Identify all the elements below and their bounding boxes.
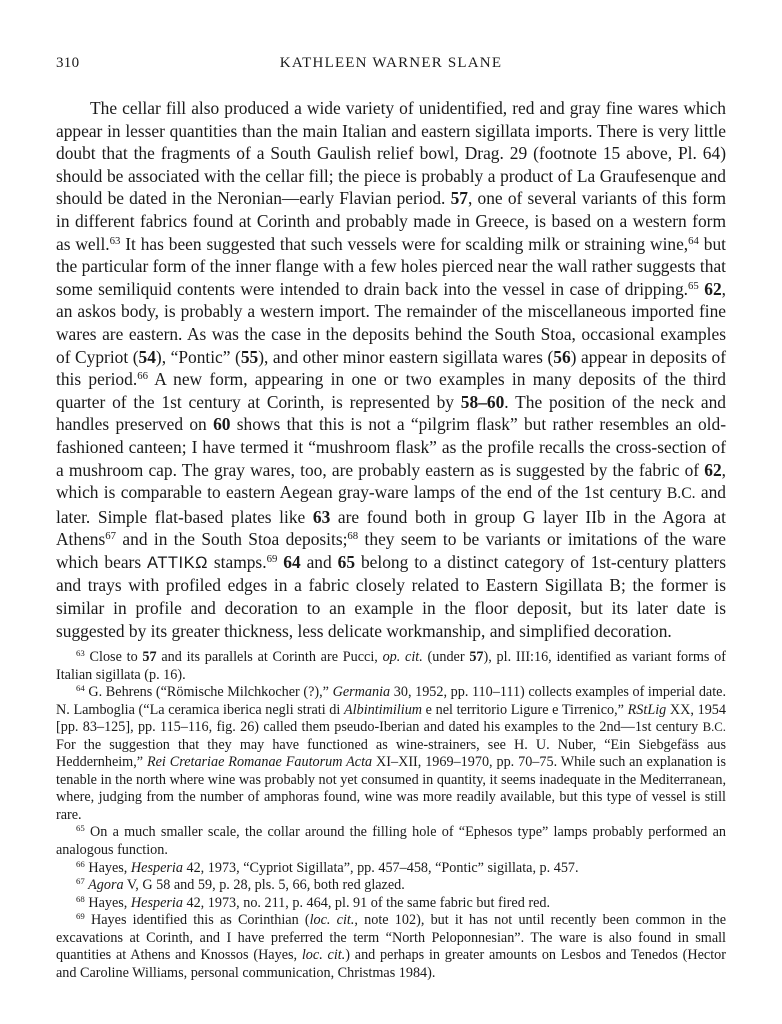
footnote-69: $^{69}$ Hayes identified this as Corinthian (loc. cit., note 102), but it has not until recently been common in the excavations at Corinth, and I have preferred the term “North Peloponnesian”. The ware is also found in small quantities at Athens and Knossos (Hayes, loc. cit.) and perhaps in greater amounts on Lesbos and Tenedos (Hector and Caroline Williams, personal communication, Christmas 1984). — [56, 911, 726, 981]
catalogue-ref: 63 — [312, 506, 331, 527]
footnote-64: $^{64}$ G. Behrens (“Römische Milchkocher (?),” Germania 30, 1952, pp. 110–111) collects examples of imperial date. N. Lamboglia (“La ceramica iberica negli strati di Albintimilium e nel territorio Ligure e Tirrenico,” RStLig XX, 1954 [pp. 83–125], pp. 115–116, fig. 26) called them pseudo-Iberian and dated his examples to the 2nd—1st century B.C. For the suggestion that they may have functioned as wine-strainers, see H. U. Nuber, “Ein Siebgefäss aus Heddernheim,” Rei Cretariae Romanae Fautorum Acta XI–XII, 1969–1970, pp. 70–75. While such an explanation is tenable in the north where wine was probably not yet consumed in quantity, it seems inadequate in the Mediterranean, where, judging from the number of amphoras found, wine was more readily available, but this type of vessel is still rare. — [56, 683, 726, 823]
footnote-67: $^{67}$ Agora V, G 58 and 59, p. 28, pls. 5, 66, both red glazed. — [76, 876, 405, 894]
body-paragraph: The cellar fill also produced a wide variety of unidentified, red and gray fine wares which appear in lesser quantities than the main Italian and eastern sigillata imports. There is very little doubt that the fragments of a South Gaulish relief bowl, Drag. 29 (footnote 15 above, Pl. 64) should be associated with the cellar fill; the piece is probably a product of La Graufesenque and should be dated in the Neronian—early Flavian period. 57, one of several variants of this form in different fabrics found at Corinth and probably made in Greece, is based on a western form as well.$^{63}$ It has been suggested that such vessels were for scalding milk or straining wine,$^{64}$ but the particular form of the inner flange with a few holes pierced near the wall rather suggests that some semiliquid contents were intended to drain back into the vessel in case of dripping.$^{65}$ 62, an askos body, is probably a western import. The remainder of the miscellaneous imported fine wares are eastern. As was the case in the deposits behind the South Stoa, occasional examples of Cypriot (54), “Pontic” (55), and other minor eastern sigillata wares (56) appear in deposits of this period.$^{66}$ A new form, appearing in one or two examples in many deposits of the third quarter of the 1st century at Corinth, is represented by 58–60. The position of the neck and handles preserved on 60 shows that this is not a “pilgrim flask” but rather resembles an old-fashioned canteen; I have termed it “mushroom flask” as the profile recalls the cross-section of a mushroom cap. The gray wares, too, are probably eastern as is suggested by the fabric of 62, which is comparable to eastern Aegean gray-ware lamps of the end of the 1st century B.C. and later. Simple flat-based plates like 63 are found both in group G layer IIb in the Agora at Athens$^{67}$ and in the South Stoa deposits;$^{68}$ they seem to be variants or imitations of the ware which bears ATTIKΩ stamps.$^{69}$ 64 and 65 belong to a distinct category of 1st-century platters and trays with profiled edges in a fabric closely related to Eastern Sigillata B; the former is similar in profile and decoration to an example in the floor deposit, but its later date is suggested by its greater thickness, less delicate workmanship, and simplified decoration. — [56, 98, 727, 641]
catalogue-ref: 62 — [704, 459, 722, 480]
catalogue-ref: 65 — [337, 551, 356, 572]
footnote-ref[interactable]: 67 — [105, 530, 117, 543]
footnote-ref[interactable]: 64 — [688, 234, 699, 247]
footnote-ref[interactable]: 68 — [347, 530, 359, 543]
catalogue-ref: 62 — [704, 278, 722, 299]
catalogue-ref: 60 — [213, 414, 231, 435]
catalogue-ref: 55 — [240, 346, 259, 367]
footnotes — [56, 649, 726, 982]
footnote-68: $^{68}$ Hayes, Hesperia 42, 1973, no. 211, p. 464, pl. 91 of the same fabric but fired red. — [76, 893, 551, 911]
footnote-ref[interactable]: 69 — [266, 552, 278, 565]
catalogue-ref: 57 — [450, 188, 468, 209]
footnote-ref[interactable]: 65 — [688, 279, 699, 292]
footnote-66: $^{66}$ Hayes, Hesperia 42, 1973, “Cypriot Sigillata”, pp. 457–458, “Pontic” sigillata, p. 457. — [76, 858, 579, 876]
running-head-author: KATHLEEN WARNER SLANE — [279, 55, 503, 71]
page-number: 310 — [56, 55, 80, 71]
era-abbrev: B.C. — [666, 485, 696, 503]
running-head — [56, 55, 726, 79]
catalogue-ref: 64 — [283, 551, 301, 572]
catalogue-ref: 58–60 — [460, 391, 505, 412]
footnote-ref[interactable]: 66 — [137, 370, 148, 383]
catalogue-ref: 56 — [553, 346, 571, 367]
footnote-65: $^{65}$ On a much smaller scale, the collar around the filling hole of “Ephesos type” lamps probably performed an analogous function. — [56, 823, 726, 859]
catalogue-ref: 54 — [138, 346, 156, 367]
footnote-63: $^{63}$ Close to 57 and its parallels at Corinth are Pucci, op. cit. (under 57), pl. III:16, identified as variant forms of Italian sigillata (p. 16). — [56, 648, 726, 683]
footnote-ref[interactable]: 63 — [109, 234, 121, 247]
stamp-inscription: ATTIKΩ — [147, 552, 208, 572]
